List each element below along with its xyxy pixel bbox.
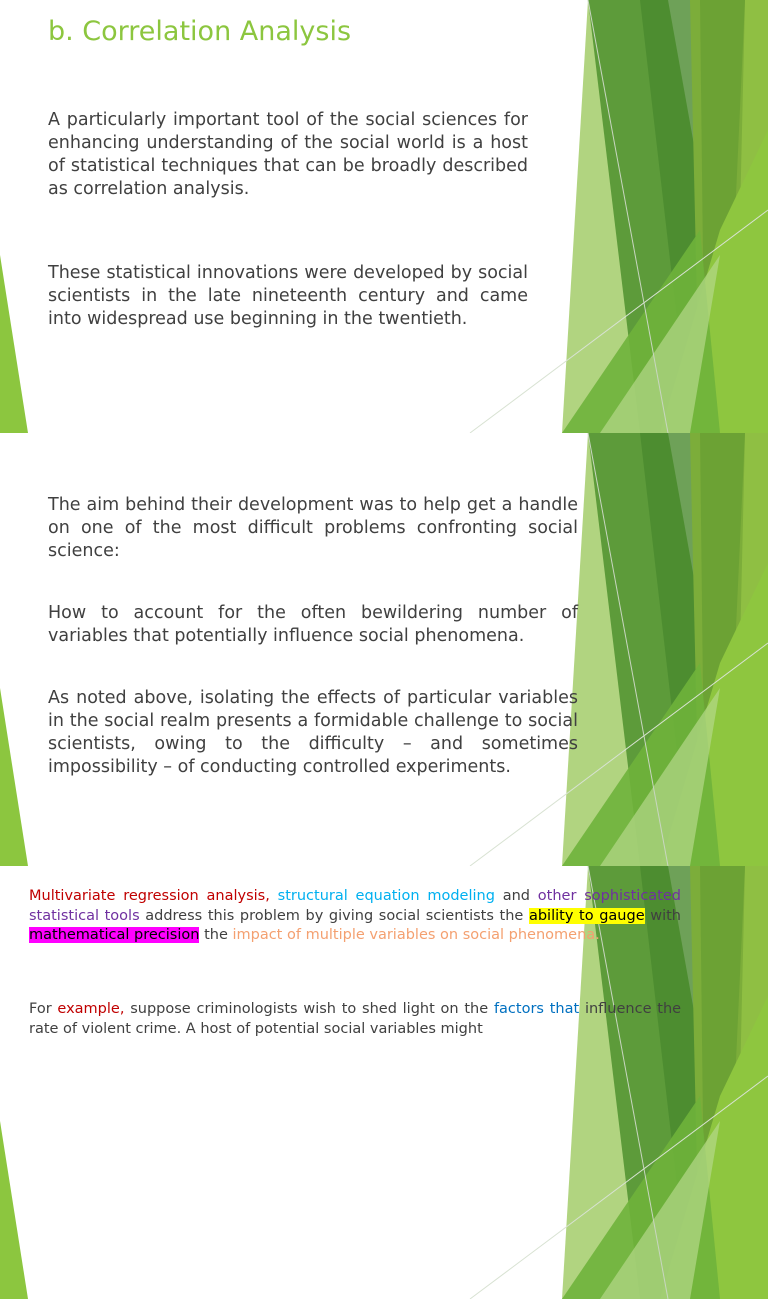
slide3-paragraph-1 bbox=[29, 887, 681, 946]
slide2-paragraph-1: The aim behind their development was to help get a handle on one of the most difficult problems confronting social science: bbox=[48, 495, 578, 561]
slide-2 bbox=[0, 433, 768, 866]
text-segment: For bbox=[29, 1001, 52, 1017]
text-segment: impact of multiple variables on social phenomena. bbox=[232, 927, 600, 943]
slide-3 bbox=[0, 866, 768, 1037]
text-segment: with bbox=[650, 907, 681, 924]
text-segment: and bbox=[502, 888, 530, 904]
text-segment: Multivariate regression analysis, bbox=[29, 888, 270, 904]
highlighted-text: mathematical precision bbox=[29, 927, 200, 943]
slide1-paragraph-1: A particularly important tool of the social sciences for enhancing understanding of the social world is a host of statistical techniques that can be broadly described as correlation analysis. bbox=[48, 110, 528, 199]
text-segment: address this problem by giving social scientists the bbox=[145, 907, 524, 924]
highlighted-text: ability to gauge bbox=[528, 907, 645, 924]
text-segment: structural equation modeling bbox=[277, 888, 495, 904]
text-segment: the bbox=[204, 927, 228, 943]
slide3-paragraph-2 bbox=[29, 1000, 681, 1039]
slide-1 bbox=[0, 0, 768, 433]
text-segment: suppose criminologists wish to shed light on the bbox=[130, 1001, 489, 1017]
text-segment: other sophisticated statistical tools bbox=[29, 888, 681, 924]
slide1-paragraph-2: These statistical innovations were developed by social scientists in the late nineteenth century and came into widespread use beginning in the twentieth. bbox=[48, 263, 528, 329]
slide-title: b. Correlation Analysis bbox=[48, 16, 352, 47]
green-facet-decoration bbox=[0, 0, 768, 433]
slide2-paragraph-2: How to account for the often bewildering number of variables that potentially influence social phenomena. bbox=[48, 603, 578, 646]
slide2-paragraph-3: As noted above, isolating the effects of particular variables in the social realm presents a formidable challenge to social scientists, owing to the difficulty – and sometimes impossibility – of conducting controlled experiments. bbox=[48, 688, 578, 777]
text-segment: factors that bbox=[493, 1001, 580, 1017]
text-segment: example, bbox=[57, 1001, 125, 1017]
text-segment: influence the rate of violent crime. A host of potential social variables might bbox=[29, 1001, 682, 1037]
